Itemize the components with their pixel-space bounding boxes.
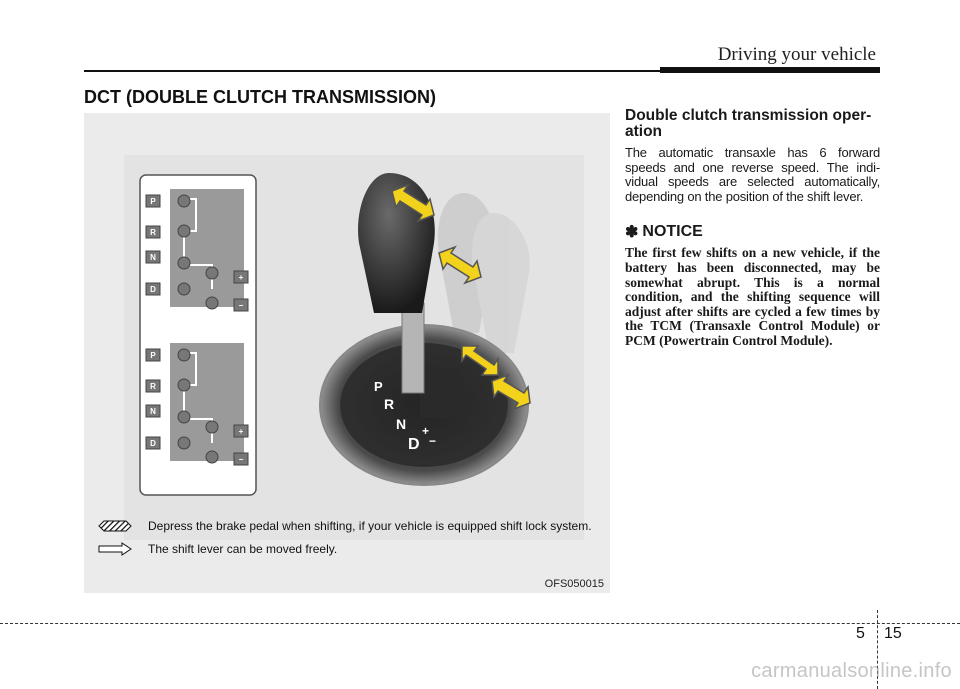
legend-brake [98, 519, 592, 533]
shift-lever-figure [84, 113, 610, 593]
bezel-label-p: P [374, 379, 383, 394]
bezel-label-minus: − [429, 434, 437, 448]
watermark: carmanualsonline.info [751, 660, 952, 682]
gate-label-n: N [150, 253, 156, 262]
notice-text: The first few shifts on a new vehicle, if the battery has been disconnected, may be somewhat abrupt. This is a normal condition, and the shifting sequence will adjust after shifts are cycled a few times by the TCM (Transaxle Control Module) or PCM (Powertrain Control Module). [625, 245, 880, 348]
bezel-label-plus: + [422, 424, 430, 438]
bezel-label-d: D [408, 436, 420, 453]
gate-label-d: D [150, 285, 156, 294]
running-header: Driving your vehicle [717, 44, 876, 65]
gate-label-p-2: P [150, 351, 156, 360]
notice-heading [625, 222, 880, 242]
legend-brake-text: Depress the brake pedal when shifting, if your vehicle is equipped shift lock system. [148, 519, 592, 533]
page-number: 15 [884, 625, 902, 642]
legend-free [98, 542, 337, 556]
outline-arrow-icon [98, 542, 132, 556]
gate-label-n-2: N [150, 407, 156, 416]
section-title: DCT (DOUBLE CLUTCH TRANSMISSION) [84, 87, 436, 107]
subsection-heading: Double clutch transmission oper-ation [625, 107, 872, 140]
gate-label-minus: − [238, 301, 244, 310]
gate-label-plus-2: + [238, 427, 244, 436]
figure-code: OFS050015 [544, 578, 604, 590]
body-paragraph: The automatic transaxle has 6 forward speeds and one reverse speed. The indi-vidual speeds are selected automatically, depending on the position of the shift lever. [625, 145, 880, 204]
gate-label-r: R [150, 228, 156, 237]
bezel-label-n: N [396, 416, 407, 432]
header-rule-accent [660, 67, 880, 73]
notice-title: NOTICE [642, 223, 703, 241]
bezel-label-r: R [384, 396, 395, 412]
text-column [625, 108, 880, 349]
gate-label-r-2: R [150, 382, 156, 391]
gate-label-plus: + [238, 273, 244, 282]
gate-label-d-2: D [150, 439, 156, 448]
gate-label-minus-2: − [238, 455, 244, 464]
notice-icon: ✽ [625, 224, 639, 242]
hatched-arrow-icon [98, 519, 132, 533]
gate-pattern-diagram [140, 175, 256, 495]
gate-label-p: P [150, 197, 156, 206]
footer-rule [0, 623, 960, 624]
chapter-number: 5 [856, 625, 865, 642]
legend-free-text: The shift lever can be moved freely. [148, 542, 338, 556]
